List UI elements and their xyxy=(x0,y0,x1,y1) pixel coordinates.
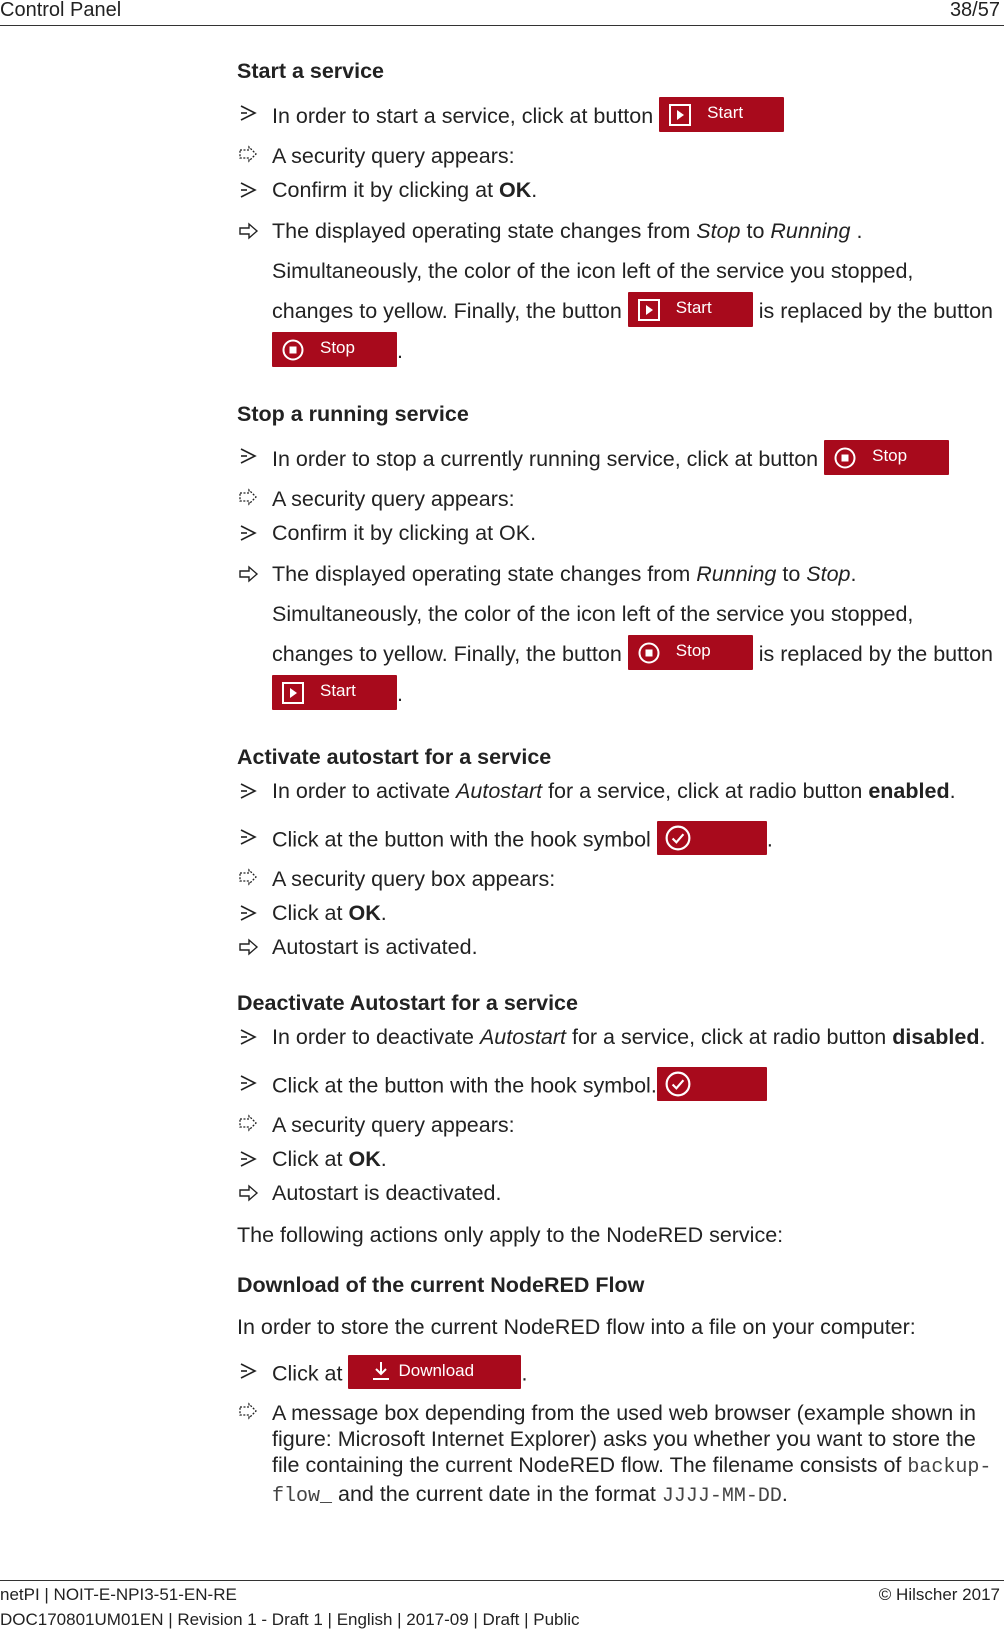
stop-icon xyxy=(282,339,304,361)
intermediate-result-icon xyxy=(237,866,261,892)
action-step: In order to stop a currently running service, click at button Stop xyxy=(237,443,997,478)
intermediate-result-icon xyxy=(237,486,261,512)
action-step: Click at OK. xyxy=(237,900,997,926)
section-title-activate-autostart: Activate autostart for a service xyxy=(237,745,552,769)
action-step: In order to start a service, click at button Start xyxy=(237,100,997,135)
stop-button-image: Stop xyxy=(628,635,753,670)
action-arrow-icon xyxy=(237,1024,261,1050)
document-body xyxy=(237,58,997,1518)
result-step: Autostart is activated. xyxy=(237,934,997,960)
intermediate-result: A security query appears: xyxy=(237,1112,997,1138)
intermediate-result-icon xyxy=(237,1400,261,1426)
start-button-image: Start xyxy=(659,97,784,132)
result-step: Autostart is deactivated. xyxy=(237,1180,997,1206)
result-arrow-icon xyxy=(237,218,261,244)
start-button-image: Start xyxy=(628,292,753,327)
action-arrow-icon xyxy=(237,1358,261,1384)
action-arrow-icon xyxy=(237,443,261,469)
play-icon xyxy=(669,104,691,126)
checkmark-icon xyxy=(665,1071,691,1097)
stop-button-image: Stop xyxy=(824,440,949,475)
header-title: Control Panel xyxy=(0,0,122,21)
result-arrow-icon xyxy=(237,1180,261,1206)
page-footer xyxy=(0,1580,1004,1629)
play-icon xyxy=(282,682,304,704)
action-arrow-icon xyxy=(237,1070,261,1096)
action-arrow-icon xyxy=(237,177,261,203)
action-arrow-icon xyxy=(237,900,261,926)
section-title-deactivate-autostart: Deactivate Autostart for a service xyxy=(237,991,578,1015)
intermediate-result: A message box depending from the used web browser (example shown in figure: Microsoft Internet Explorer) asks you whether you want to store the file containing the current NodeRED flow. The filename consists of backup-flow_ and the current date in the format JJJJ-MM-DD. xyxy=(237,1400,997,1510)
result-arrow-icon xyxy=(237,934,261,960)
action-arrow-icon xyxy=(237,100,261,126)
action-step: In order to deactivate Autostart for a service, click at radio button disabled. xyxy=(237,1024,997,1050)
stop-icon xyxy=(638,642,660,664)
action-arrow-icon xyxy=(237,1146,261,1172)
download-intro: In order to store the current NodeRED flow into a file on your computer: xyxy=(237,1315,916,1339)
result-step: The displayed operating state changes from Stop to Running . Simultaneously, the color of the icon left of the service you stopped, changes to yellow. Finally, the button Start is replaced by the button Stop . xyxy=(237,211,997,371)
intermediate-result-icon xyxy=(237,143,261,169)
date-format: JJJJ-MM-DD xyxy=(661,1485,782,1508)
result-step: The displayed operating state changes from Running to Stop. Simultaneously, the color of the icon left of the service you stopped, changes to yellow. Finally, the button Stop is replaced by the button Start . xyxy=(237,554,997,714)
action-step: Confirm it by clicking at OK. xyxy=(237,177,997,203)
action-arrow-icon xyxy=(237,824,261,850)
footer-document-info: DOC170801UM01EN | Revision 1 - Draft 1 | English | 2017-09 | Draft | Public xyxy=(0,1610,580,1629)
page-header xyxy=(0,0,1004,26)
hook-button-image xyxy=(657,1067,767,1101)
page-number: 38/57 xyxy=(949,0,1000,21)
download-button-image: Download xyxy=(348,1355,521,1389)
footer-product: netPI | NOIT-E-NPI3-51-EN-RE xyxy=(0,1585,237,1604)
checkmark-icon xyxy=(665,825,691,851)
intermediate-result-icon xyxy=(237,1112,261,1138)
hook-button-image xyxy=(657,821,767,855)
section-title-start: Start a service xyxy=(237,59,385,83)
action-step: Click at OK. xyxy=(237,1146,997,1172)
action-step: Click at Download . xyxy=(237,1358,997,1392)
action-step: Click at the button with the hook symbol . xyxy=(237,824,997,858)
section-title-stop: Stop a running service xyxy=(237,402,469,426)
section-title-download: Download of the current NodeRED Flow xyxy=(237,1273,645,1297)
action-arrow-icon xyxy=(237,520,261,546)
action-step: Confirm it by clicking at OK. xyxy=(237,520,997,546)
result-arrow-icon xyxy=(237,561,261,587)
intermediate-result: A security query appears: xyxy=(237,143,997,169)
play-icon xyxy=(638,299,660,321)
action-step: In order to activate Autostart for a service, click at radio button enabled. xyxy=(237,778,997,804)
action-step: Click at the button with the hook symbol. xyxy=(237,1070,997,1104)
stop-button-image: Stop xyxy=(272,332,397,367)
action-arrow-icon xyxy=(237,778,261,804)
footer-copyright: © Hilscher 2017 xyxy=(878,1585,1000,1604)
download-icon xyxy=(370,1360,392,1382)
intermediate-result: A security query appears: xyxy=(237,486,997,512)
start-button-image: Start xyxy=(272,675,397,710)
intermediate-result: A security query box appears: xyxy=(237,866,997,892)
nodered-note: The following actions only apply to the NodeRED service: xyxy=(237,1223,784,1247)
filename-prefix: backup-flow_ xyxy=(272,1456,992,1508)
stop-icon xyxy=(834,447,856,469)
